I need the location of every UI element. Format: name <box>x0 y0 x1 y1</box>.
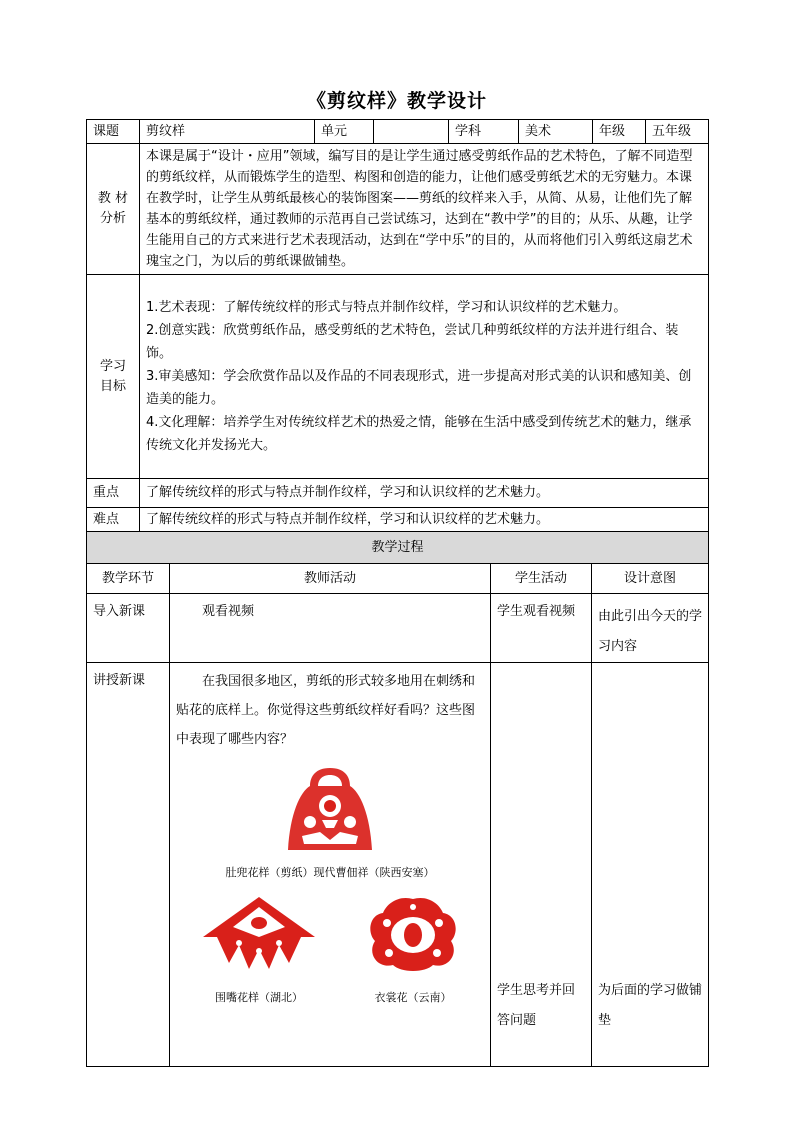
stage-lecture: 讲授新课 <box>87 663 170 1067</box>
objective-item: 4.文化理解：培养学生对传统纹样艺术的热爱之情，能够在生活中感受到传统艺术的魅力，继承传统文化并发扬光大。 <box>146 415 692 453</box>
column-header-teacher: 教师活动 <box>170 564 491 594</box>
column-header-stage: 教学环节 <box>87 564 170 594</box>
unit-value <box>374 120 449 144</box>
unit-label: 单元 <box>315 120 374 144</box>
figure-collar-papercut <box>199 893 319 1008</box>
teacher-question-text: 在我国很多地区，剪纸的形式较多地用在刺绣和贴花的底样上。你觉得这些剪纸纹样好看吗？这些图中表现了哪些内容？ <box>176 674 476 747</box>
garment-papercut-image <box>365 893 461 973</box>
stage-intro: 导入新课 <box>87 594 170 663</box>
column-header-student: 学生活动 <box>491 564 592 594</box>
objective-item: 2.创意实践：欣赏剪纸作品，感受剪纸的艺术特色，尝试几种剪纸纹样的方法并进行组合、装饰。 <box>146 323 679 361</box>
figure-garment-papercut <box>365 893 461 1008</box>
objective-item: 3.审美感知：学会欣赏作品以及作品的不同表现形式，进一步提高对形式美的认识和感知美、创造美的能力。 <box>146 369 692 407</box>
process-column-header-row <box>87 564 709 594</box>
column-header-intent: 设计意图 <box>592 564 709 594</box>
collar-papercut-image <box>199 893 319 973</box>
objectives-label-line-2: 目标 <box>99 378 126 394</box>
topic-value: 剪纹样 <box>140 120 315 144</box>
figure-bib-papercut <box>176 764 484 883</box>
key-point-text: 了解传统纹样的形式与特点并制作纹样，学习和认识纹样的艺术魅力。 <box>140 479 709 508</box>
key-point-row <box>87 479 709 508</box>
objective-item: 1.艺术表现：了解传统纹样的形式与特点并制作纹样，学习和认识纹样的艺术魅力。 <box>146 300 627 315</box>
document-title: 《剪纹样》教学设计 <box>306 90 487 112</box>
design-intent-lecture: 为后面的学习做铺垫 <box>592 663 709 1067</box>
process-heading-row <box>87 532 709 564</box>
key-point-label: 重点 <box>87 479 140 508</box>
teaching-process-table <box>86 531 709 1067</box>
process-row-lecture <box>87 663 709 1067</box>
collar-caption: 围嘴花样（湖北） <box>215 991 303 1004</box>
subject-label: 学科 <box>449 120 519 144</box>
student-activity-intro: 学生观看视频 <box>491 594 592 663</box>
analysis-text: 本课是属于“设计・应用”领域，编写目的是让学生通过感受剪纸作品的艺术特色，了解不同造型的剪纸纹样，从而锻炼学生的造型、构图和创造的能力，让他们感受剪纸艺术的无穷魅力。本课在教学时，让学生从剪纸最核心的装饰图案——剪纸的纹样来入手，从简、从易，让他们先了解基本的剪纸纹样，通过教师的示范再自己尝试练习，达到在“教中学”的目的；从乐、从趣，让学生能用自己的方式来进行艺术表现活动，达到在“学中乐”的目的，从而将他们引入剪纸这扇艺术瑰宝之门，为以后的剪纸课做铺垫。 <box>140 144 709 275</box>
difficulty-label: 难点 <box>87 508 140 533</box>
process-heading: 教学过程 <box>87 532 709 564</box>
difficulty-text: 了解传统纹样的形式与特点并制作纹样，学习和认识纹样的艺术魅力。 <box>140 508 709 533</box>
objectives-label-line-1: 学习 <box>99 358 126 374</box>
analysis-label <box>87 144 140 275</box>
garment-caption: 衣裳花（云南） <box>374 991 452 1004</box>
grade-label: 年级 <box>593 120 646 144</box>
student-activity-lecture: 学生思考并回答问题 <box>491 663 592 1067</box>
bib-papercut-image <box>280 764 380 856</box>
subject-value: 美术 <box>519 120 593 144</box>
teacher-activity-lecture <box>170 663 491 1067</box>
objectives-label <box>87 275 140 479</box>
analysis-label-line-2: 分析 <box>99 211 126 226</box>
lesson-info-table <box>86 119 709 533</box>
grade-value: 五年级 <box>646 120 709 144</box>
analysis-row <box>87 144 709 275</box>
teacher-activity-intro: 观看视频 <box>170 594 491 663</box>
analysis-label-line-1: 教 材 <box>97 191 129 206</box>
topic-label: 课题 <box>87 120 140 144</box>
objectives-row <box>87 275 709 479</box>
figure-row <box>176 893 484 1008</box>
process-row-intro <box>87 594 709 663</box>
header-row <box>87 120 709 144</box>
objectives-list <box>140 275 709 479</box>
difficulty-row <box>87 508 709 533</box>
design-intent-intro: 由此引出今天的学习内容 <box>592 594 709 663</box>
bib-caption: 肚兜花样（剪纸）现代曹佃祥（陕西安塞） <box>225 866 435 879</box>
